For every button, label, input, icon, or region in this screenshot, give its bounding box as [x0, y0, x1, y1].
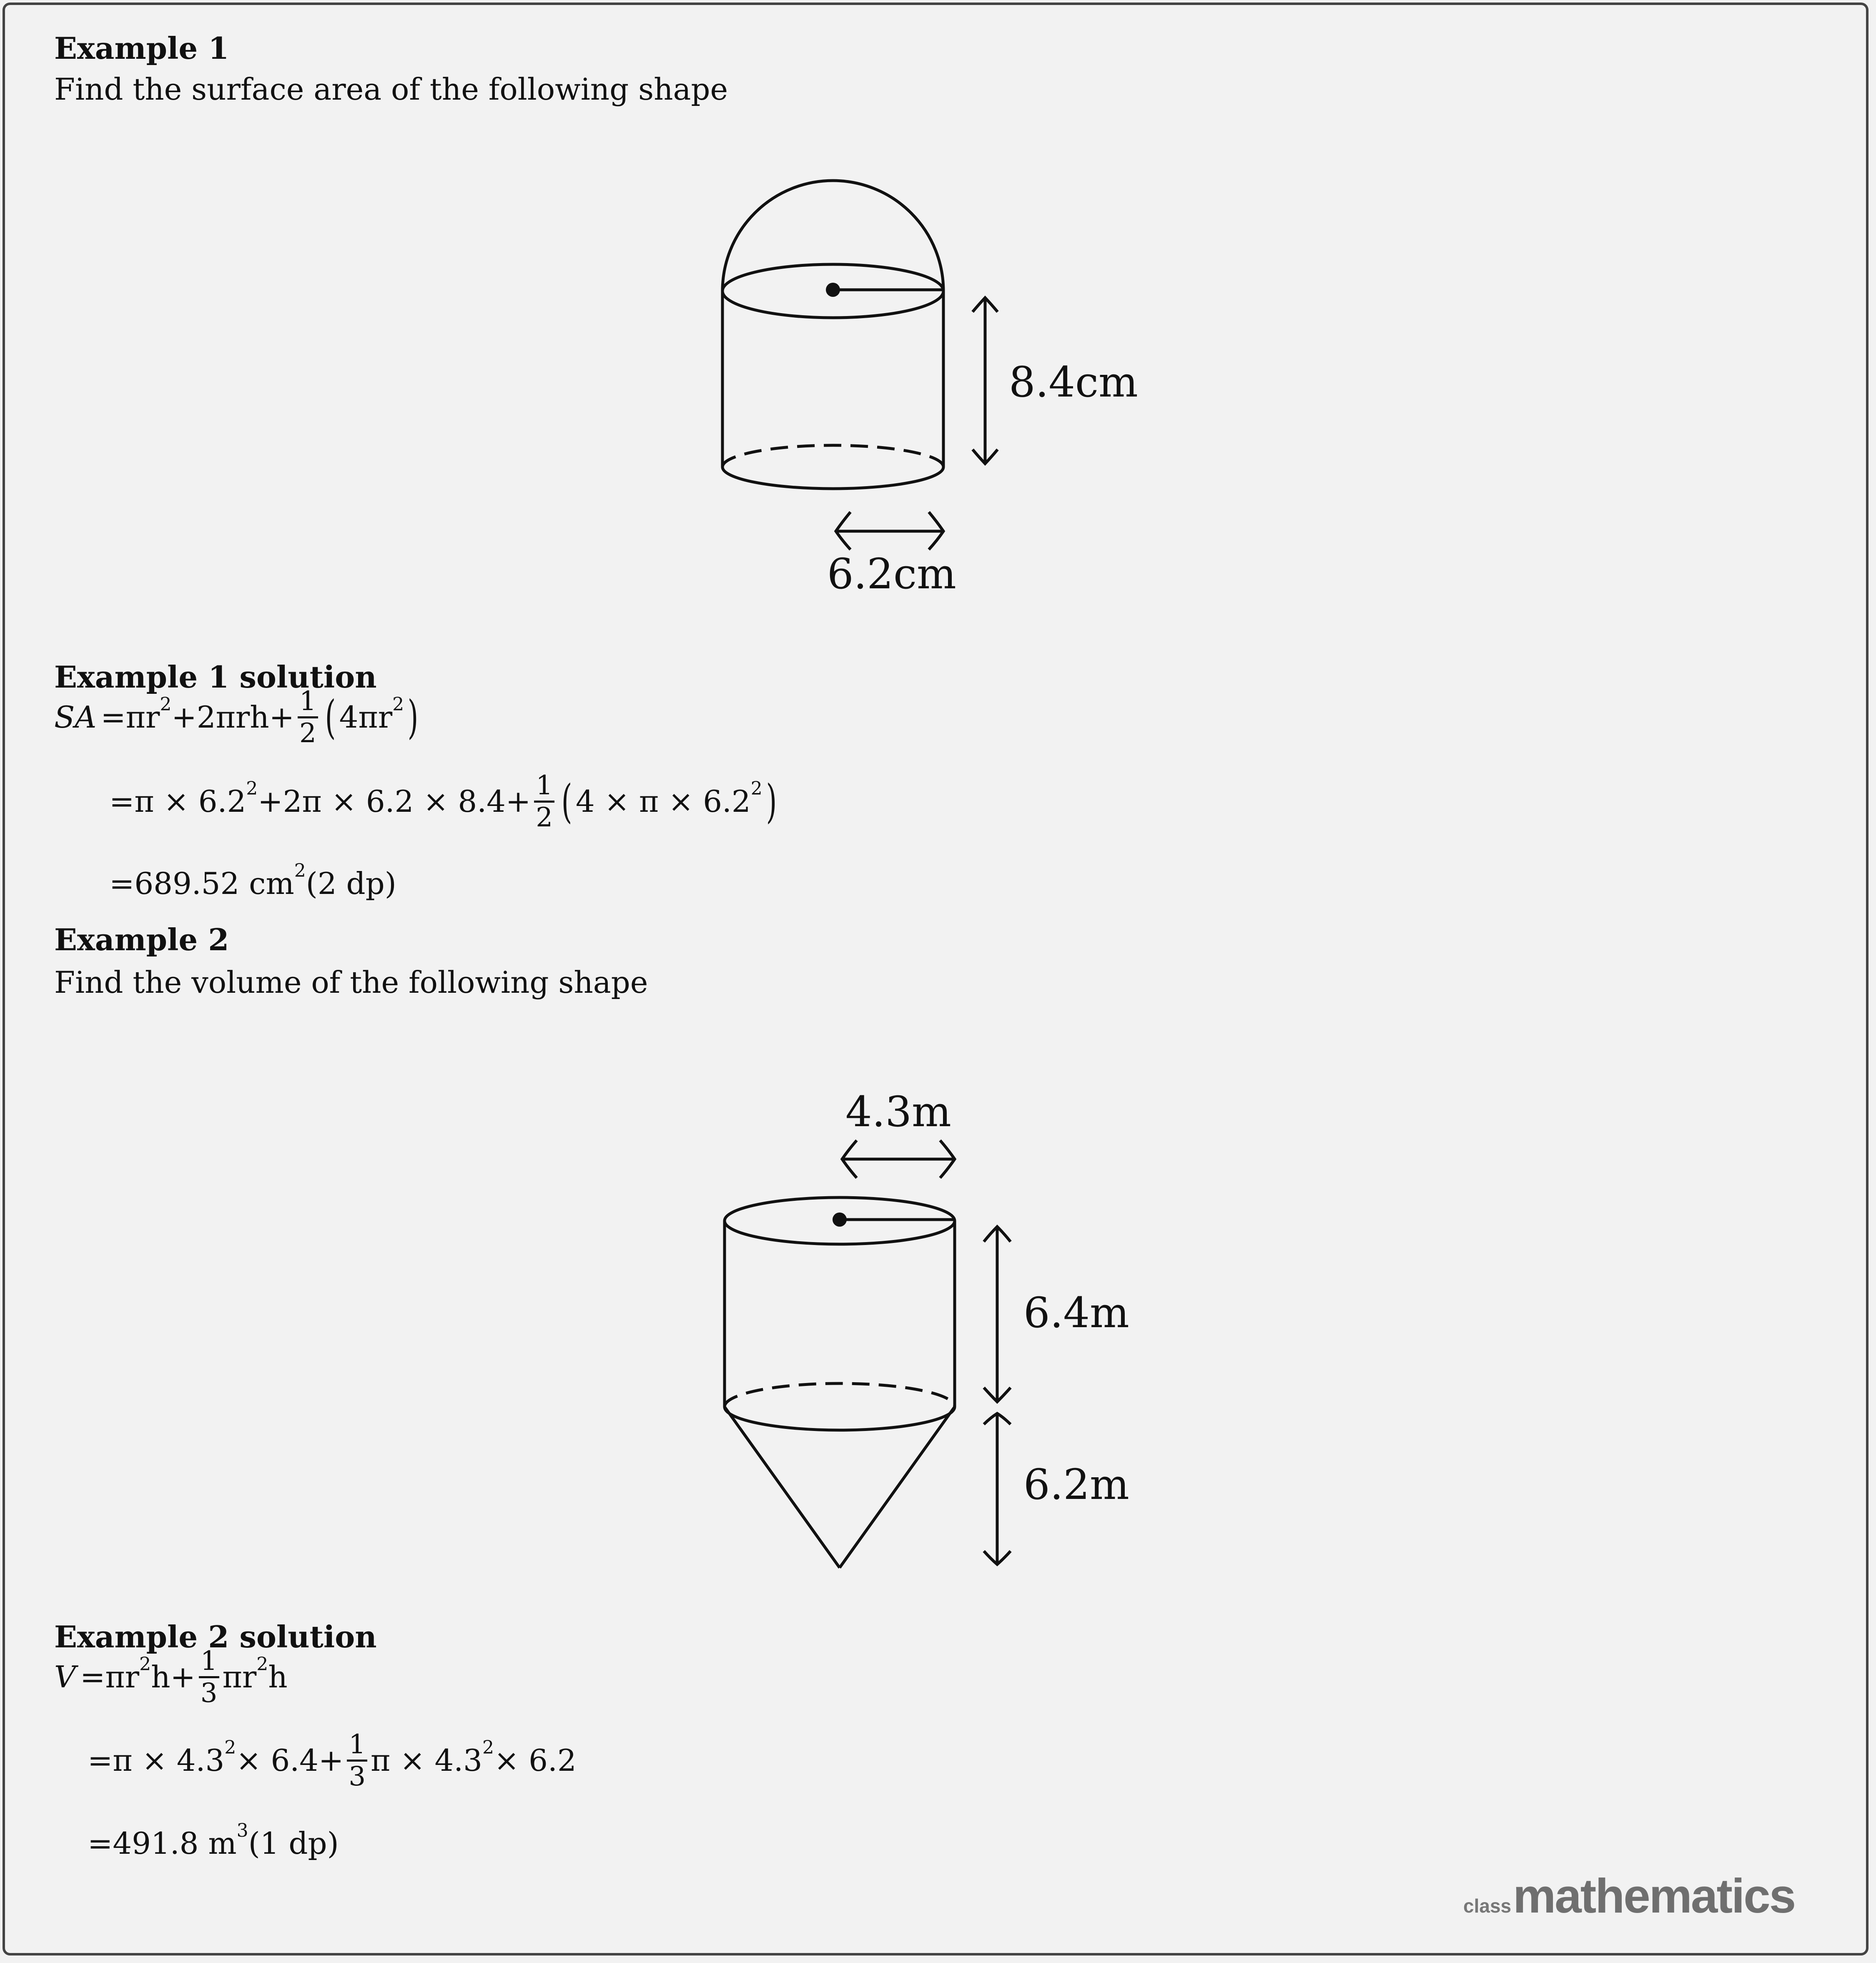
solution-2-line-2: [88, 1729, 577, 1792]
numerator: 1: [298, 688, 318, 718]
cylinder-bottom-front: [725, 1407, 955, 1430]
equals-sign: =: [109, 866, 135, 901]
example-1-radius-label: 6.2cm: [827, 550, 956, 598]
left-paren: (: [325, 690, 336, 744]
denominator: 3: [349, 1761, 366, 1792]
exponent: 2: [246, 778, 258, 799]
exponent: 2: [392, 694, 404, 715]
equals-sign: =: [88, 1826, 113, 1861]
answer-value: 491.8 m: [113, 1826, 237, 1861]
denominator: 2: [299, 718, 316, 749]
class-mathematics-logo: [1463, 1868, 1795, 1924]
exponent: 2: [224, 1737, 236, 1758]
fraction: [199, 1645, 219, 1709]
term: h+: [151, 1659, 196, 1694]
fraction: [347, 1731, 367, 1790]
logo-class-text: class: [1463, 1895, 1512, 1917]
term: +2πrh+: [171, 700, 294, 735]
solution-2-line-1: [54, 1645, 288, 1709]
numerator: 1: [199, 1648, 219, 1678]
example-2-heading: Example 2: [54, 922, 229, 957]
center-dot: [833, 1212, 847, 1227]
example-2-cylinder-height-label: 6.4m: [1023, 1288, 1129, 1337]
exponent: 2: [750, 778, 762, 799]
left-paren: (: [561, 775, 572, 828]
equals-sign: =: [80, 1659, 105, 1694]
v-symbol: V: [54, 1659, 76, 1694]
term: h: [268, 1659, 288, 1694]
cylinder-bottom-back: [725, 1383, 955, 1407]
term: π × 6.2: [134, 784, 246, 819]
exponent: 2: [139, 1654, 151, 1675]
answer-value: 689.52 cm: [134, 866, 294, 901]
rounding-note: (1 dp): [248, 1826, 339, 1861]
term: πr: [222, 1659, 257, 1694]
exponent: 2: [256, 1654, 268, 1675]
equals-sign: =: [109, 784, 135, 819]
example-1-height-label: 8.4cm: [1009, 358, 1138, 407]
logo-mathematics-text: mathematics: [1513, 1869, 1795, 1923]
term: 4πr: [339, 700, 393, 735]
exponent: 3: [236, 1820, 248, 1841]
right-paren: ): [766, 775, 777, 828]
numerator: 1: [534, 772, 554, 803]
right-paren: ): [407, 690, 419, 744]
exponent: 2: [294, 860, 306, 881]
example-2-cone-height-label: 6.2m: [1023, 1460, 1129, 1509]
equals-sign: =: [100, 700, 126, 735]
equals-sign: =: [88, 1743, 113, 1778]
term: × 6.4+: [236, 1743, 344, 1778]
term: 4 × π × 6.2: [575, 784, 751, 819]
example-1-heading: Example 1: [54, 30, 229, 66]
sa-symbol: SA: [54, 700, 97, 735]
example-2-solution-heading: Example 2 solution: [54, 1619, 377, 1654]
term: × 6.2: [494, 1743, 577, 1778]
example-1-prompt: Find the surface area of the following shape: [54, 72, 728, 107]
exponent: 2: [160, 694, 172, 715]
term: π × 4.3: [113, 1743, 225, 1778]
numerator: 1: [347, 1731, 367, 1762]
example-1-solution-heading: Example 1 solution: [54, 659, 377, 695]
exponent: 2: [482, 1737, 494, 1758]
denominator: 2: [536, 802, 553, 833]
term: πr: [105, 1659, 140, 1694]
example-2-prompt: Find the volume of the following shape: [54, 965, 648, 1000]
term: +2π × 6.2 × 8.4+: [258, 784, 531, 819]
rounding-note: (2 dp): [306, 866, 396, 901]
term: π × 4.3: [371, 1743, 482, 1778]
solution-2-line-3: [88, 1820, 339, 1862]
term: πr: [125, 700, 160, 735]
example-2-radius-label: 4.3m: [845, 1087, 951, 1136]
denominator: 3: [200, 1677, 218, 1709]
